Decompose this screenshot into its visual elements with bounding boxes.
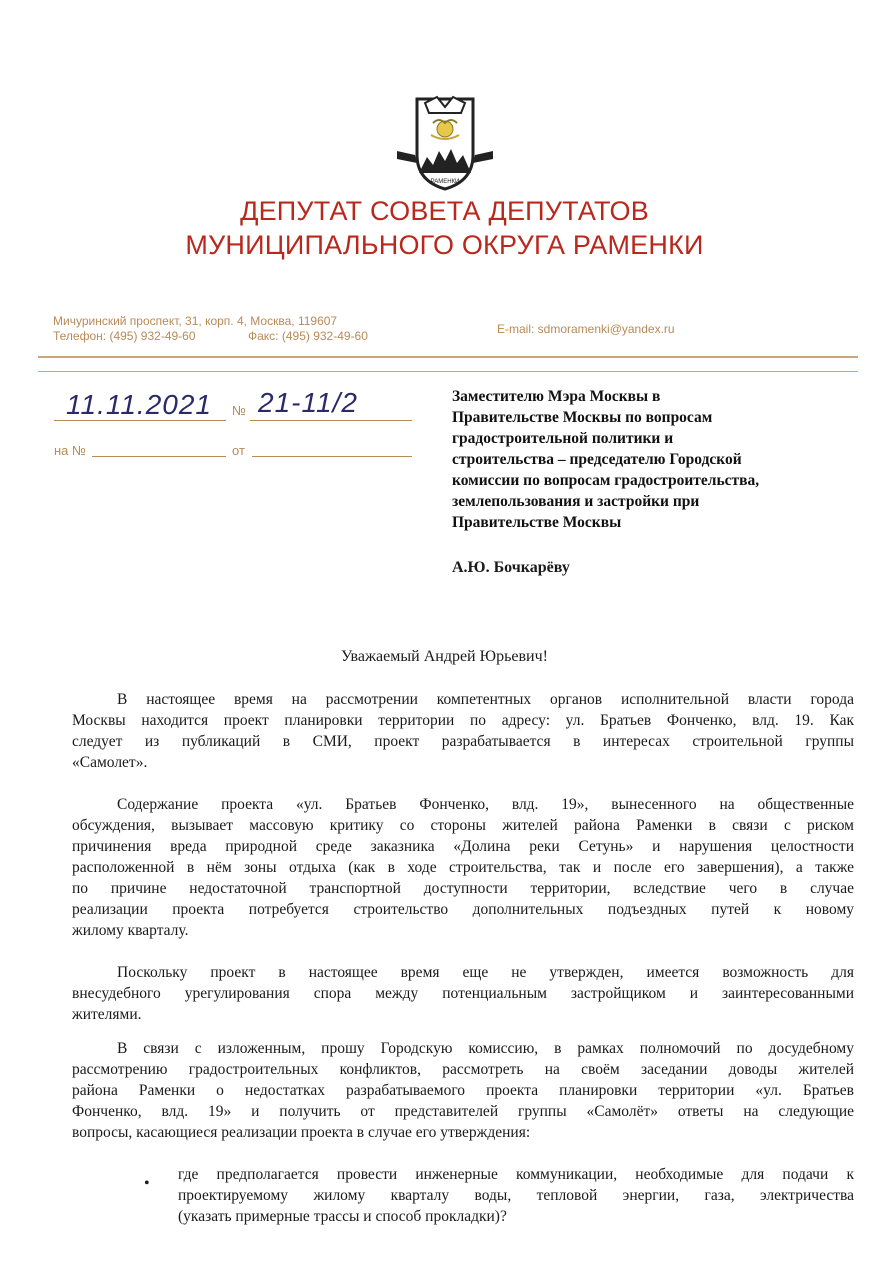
text-line: по причине недостаточной транспортной доступности территории, вследствие чего в случае (72, 880, 854, 897)
text-line: обсуждения, вызывает массовую критику со стороны жителей района Раменки в связи с риском (72, 817, 854, 834)
paragraph-1 (72, 689, 854, 773)
text-line: Поскольку проект в настоящее время еще не утвержден, имеется возможность для (117, 964, 854, 981)
salutation: Уважаемый Андрей Юрьевич! (341, 648, 548, 665)
emblem-label: РАМЕНКИ (430, 179, 460, 185)
bullet-item-1 (178, 1164, 854, 1227)
fax-text: Факс: (495) 932-49-60 (248, 329, 368, 343)
ref-number-label: на № (54, 443, 86, 458)
addressee-block (452, 386, 852, 533)
text-line: Содержание проекта «ул. Братьев Фонченко, влд. 19», вынесенного на общественные (117, 796, 854, 813)
recipient-name: А.Ю. Бочкарёву (452, 559, 570, 576)
text-line: жителями. (72, 1006, 142, 1023)
addressee-line: Правительстве Москвы (452, 514, 622, 531)
text-line: вопросы, касающиеся реализации проекта в случае его утверждения: (72, 1124, 531, 1141)
text-line: В настоящее время на рассмотрении компетентных органов исполнительной власти города (117, 691, 854, 708)
email-text: E-mail: sdmoramenki@yandex.ru (497, 322, 675, 336)
ramenki-emblem (395, 93, 495, 193)
phone-text: Телефон: (495) 932-49-60 (53, 329, 196, 343)
paragraph-3 (72, 962, 854, 1025)
addressee-line: землепользования и застройки при (452, 493, 700, 510)
header-divider-top (38, 356, 858, 358)
addressee-line: комиссии по вопросам градостроительства, (452, 472, 760, 489)
addressee-line: Заместителю Мэра Москвы в (452, 388, 661, 405)
text-line: реализации проекта потребуется строительство дополнительных подъездных путей к новому (72, 901, 854, 918)
number-underline (250, 420, 412, 421)
addressee-line: градостроительной политики и (452, 430, 674, 447)
addressee-line: строительства – председателю Городской (452, 451, 742, 468)
text-line: района Раменки о недостатках разрабатываемого проекта планировки территории «ул. Братьев (72, 1082, 854, 1099)
text-line: В связи с изложенным, прошу Городскую комиссию, в рамках полномочий по досудебному (117, 1040, 854, 1057)
header-divider-bottom (38, 371, 858, 372)
letterhead-title-line1: ДЕПУТАТ СОВЕТА ДЕПУТАТОВ (240, 196, 649, 226)
text-line: (указать примерные трассы и способ прокладки)? (178, 1208, 507, 1225)
number-label: № (232, 403, 246, 418)
text-line: Москвы находится проект планировки территории по адресу: ул. Братьев Фонченко, влд. 19. Как (72, 712, 854, 729)
bullet-marker: • (144, 1175, 150, 1192)
handwritten-number: 21-11/2 (258, 387, 358, 418)
text-line: причинения вреда природной среде заказника «Долина реки Сетунь» и нарушения целостности (72, 838, 854, 855)
date-underline (54, 420, 226, 421)
ref-date-label: от (232, 443, 245, 458)
addressee-line: Правительстве Москвы по вопросам (452, 409, 713, 426)
address-text: Мичуринский проспект, 31, корп. 4, Москва, 119607 (53, 314, 338, 328)
text-line: расположенной в нём зоны отдыха (как в ходе строительства, так и после его завершения), а также (72, 859, 854, 876)
text-line: следует из публикаций в СМИ, проект разрабатывается в интересах строительной группы (72, 733, 854, 750)
text-line: внесудебного урегулирования спора между потенциальным застройщиком и заинтересованными (72, 985, 854, 1002)
ref-date-underline (252, 456, 412, 457)
text-line: Фонченко, влд. 19» и получить от представителей группы «Самолёт» ответы на следующие (72, 1103, 854, 1120)
text-line: жилому кварталу. (72, 922, 189, 939)
text-line: проектируемому жилому кварталу воды, тепловой энергии, газа, электричества (178, 1187, 854, 1204)
paragraph-2 (72, 794, 854, 941)
handwritten-date: 11.11.2021 (66, 389, 212, 420)
text-line: где предполагается провести инженерные коммуникации, необходимые для подачи к (178, 1166, 854, 1183)
letterhead-title-line2: МУНИЦИПАЛЬНОГО ОКРУГА РАМЕНКИ (185, 230, 704, 260)
text-line: рассмотрению градостроительных конфликтов, рассмотреть на своём заседании доводы жителей (72, 1061, 854, 1078)
ref-number-underline (92, 456, 226, 457)
paragraph-4 (72, 1038, 854, 1143)
text-line: «Самолет». (72, 754, 148, 771)
